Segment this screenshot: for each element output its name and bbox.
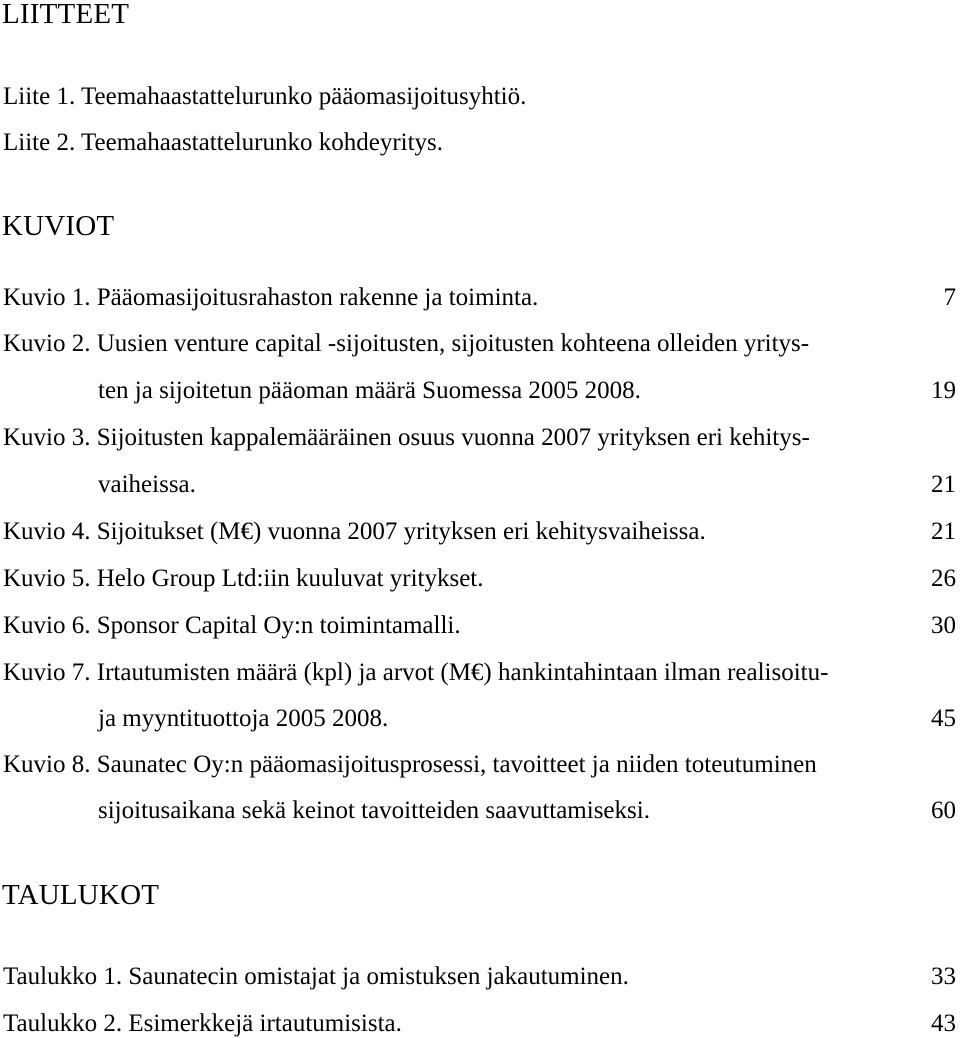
kuvio-5-page: 26	[931, 565, 956, 592]
kuvio-4-page: 21	[931, 518, 956, 545]
liite-1: Liite 1. Teemahaastattelurunko pääomasijoitusyhtiö.	[3, 83, 527, 110]
kuvio-2-title-cont: ten ja sijoitetun pääoman määrä Suomessa 2005 2008.	[98, 377, 641, 404]
kuvio-2-page: 19	[931, 377, 956, 404]
kuvio-1-page: 7	[943, 284, 956, 311]
heading-kuviot: KUVIOT	[2, 210, 115, 242]
kuvio-8-page: 60	[931, 797, 956, 824]
kuvio-3-page: 21	[931, 471, 956, 498]
kuvio-6-page: 30	[931, 612, 956, 639]
kuvio-1-title: Kuvio 1. Pääomasijoitusrahaston rakenne ja toiminta.	[3, 284, 539, 311]
taulukko-1-title: Taulukko 1. Saunatecin omistajat ja omistuksen jakautuminen.	[3, 963, 629, 990]
taulukko-1-page: 33	[931, 963, 956, 990]
kuvio-3-title: Kuvio 3. Sijoitusten kappalemääräinen osuus vuonna 2007 yrityksen eri kehitys-	[3, 424, 810, 451]
kuvio-2-title: Kuvio 2. Uusien venture capital -sijoitusten, sijoitusten kohteena olleiden yritys-	[3, 330, 810, 357]
heading-liitteet: LIITTEET	[2, 0, 130, 30]
kuvio-6-title: Kuvio 6. Sponsor Capital Oy:n toimintamalli.	[3, 612, 461, 639]
kuvio-7-title: Kuvio 7. Irtautumisten määrä (kpl) ja arvot (M€) hankintahintaan ilman realisoitu-	[3, 659, 829, 686]
kuvio-3-title-cont: vaiheissa.	[98, 471, 196, 498]
taulukko-2-page: 43	[931, 1010, 956, 1037]
kuvio-5-title: Kuvio 5. Helo Group Ltd:iin kuuluvat yritykset.	[3, 565, 484, 592]
taulukko-2-title: Taulukko 2. Esimerkkejä irtautumisista.	[3, 1010, 402, 1037]
kuvio-8-title-cont: sijoitusaikana sekä keinot tavoitteiden saavuttamiseksi.	[98, 797, 650, 824]
kuvio-7-title-cont: ja myyntituottoja 2005 2008.	[98, 705, 389, 732]
kuvio-4-title: Kuvio 4. Sijoitukset (M€) vuonna 2007 yrityksen eri kehitysvaiheissa.	[3, 518, 706, 545]
heading-taulukot: TAULUKOT	[2, 879, 160, 911]
liite-2: Liite 2. Teemahaastattelurunko kohdeyritys.	[3, 129, 444, 156]
kuvio-7-page: 45	[931, 705, 956, 732]
kuvio-8-title: Kuvio 8. Saunatec Oy:n pääomasijoitusprosessi, tavoitteet ja niiden toteutuminen	[3, 751, 817, 778]
